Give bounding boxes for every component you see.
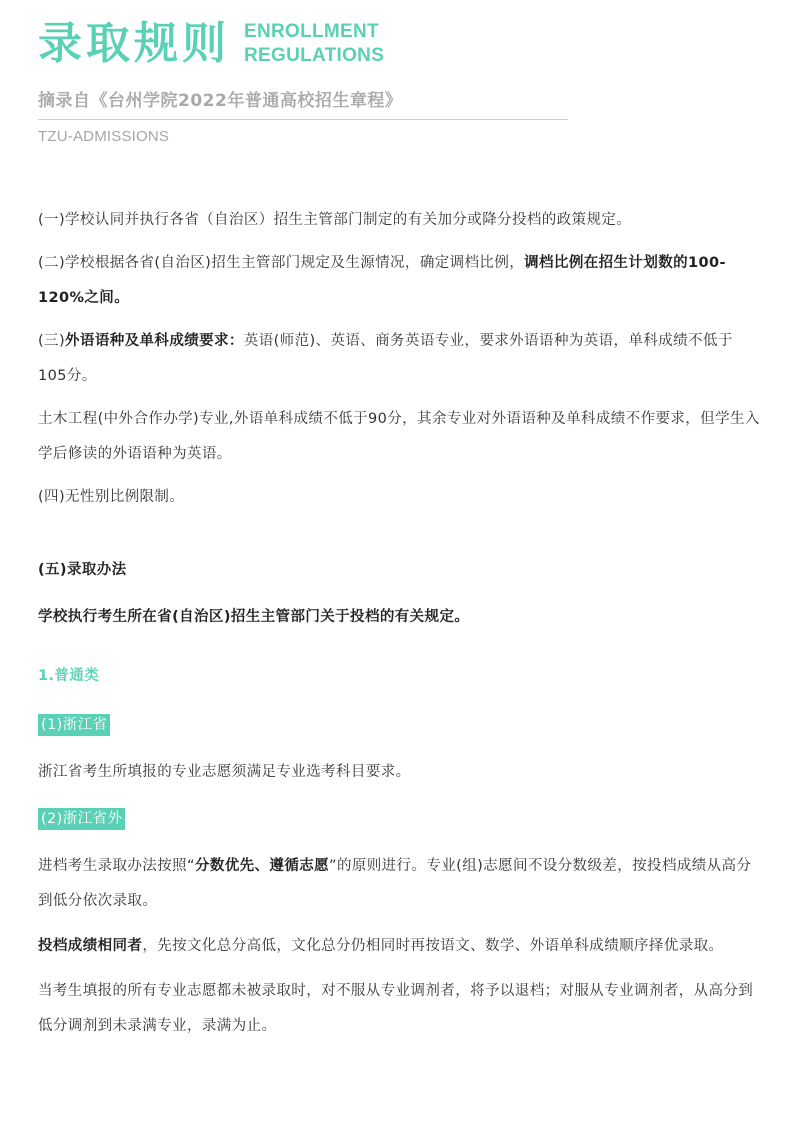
- page-title-english: [244, 20, 384, 68]
- zhejiang-label-row: [38, 708, 760, 743]
- rule-3-bold: 外语语种及单科成绩要求：: [65, 333, 244, 349]
- admission-intro: 学校执行考生所在省(自治区)招生主管部门关于投档的有关规定。: [38, 609, 470, 625]
- outside-label: (2)浙江省外: [38, 808, 125, 830]
- rule-2-bold: 调档比例在招生计划数的100-120%之间。: [38, 255, 726, 306]
- rule-3-text: 英语(师范)、英语、商务英语专业，要求外语语种为英语，单科成绩不低于105分。: [38, 333, 733, 384]
- main-content: [38, 203, 760, 1044]
- rule-4: (四)无性别比例限制。: [38, 489, 185, 505]
- fallback-rule: 当考生填报的所有专业志愿都未被录取时，对不服从专业调剂者，将予以退档；对服从专业调剂者，从高分到低分调剂到未录满专业，录满为止。: [38, 983, 754, 1034]
- title-en-line1: ENROLLMENT: [244, 21, 379, 42]
- rule-3-prefix: (三): [38, 333, 66, 349]
- page-header: [38, 14, 578, 145]
- title-en-line2: REGULATIONS: [244, 45, 385, 66]
- rule-2: [38, 246, 760, 316]
- outside-label-row: [38, 802, 760, 837]
- rule-3: [38, 324, 760, 394]
- rule-3-extra: 土木工程(中外合作办学)专业,外语单科成绩不低于90分，其余专业对外语语种及单科成绩不作要求，但学生入学后修读的外语语种为英语。: [38, 411, 760, 462]
- zhejiang-label: (1)浙江省: [38, 714, 110, 736]
- category-heading: 1.普通类: [38, 668, 100, 684]
- outside-text: 进档考生录取办法按照“分数优先、遵循志愿”的原则进行。专业(组)志愿间不设分数级差，按投档成绩从高分到低分依次录取。: [38, 858, 752, 909]
- tie-rule-bold: 投档成绩相同者: [38, 938, 143, 954]
- outside-text-bold: 分数优先、遵循志愿: [194, 858, 330, 874]
- source-note: 摘录自《台州学院2022年普通高校招生章程》: [38, 91, 403, 111]
- site-tag: TZU-ADMISSIONS: [38, 128, 170, 145]
- tie-rule: 投档成绩相同者，先按文化总分高低，文化总分仍相同时再按语文、数学、外语单科成绩顺序择优录取。: [38, 938, 724, 954]
- divider: [38, 119, 568, 120]
- title-row: [38, 14, 578, 74]
- rule-1: (一)学校认同并执行各省（自治区）招生主管部门制定的有关加分或降分投档的政策规定。: [38, 212, 632, 228]
- zhejiang-text: 浙江省考生所填报的专业志愿须满足专业选考科目要求。: [38, 764, 411, 780]
- page-title: 录取规则: [38, 18, 230, 69]
- admission-heading: (五)录取办法: [38, 562, 127, 578]
- rule-2-text: (二)学校根据各省(自治区)招生主管部门规定及生源情况，确定调档比例，: [38, 255, 525, 271]
